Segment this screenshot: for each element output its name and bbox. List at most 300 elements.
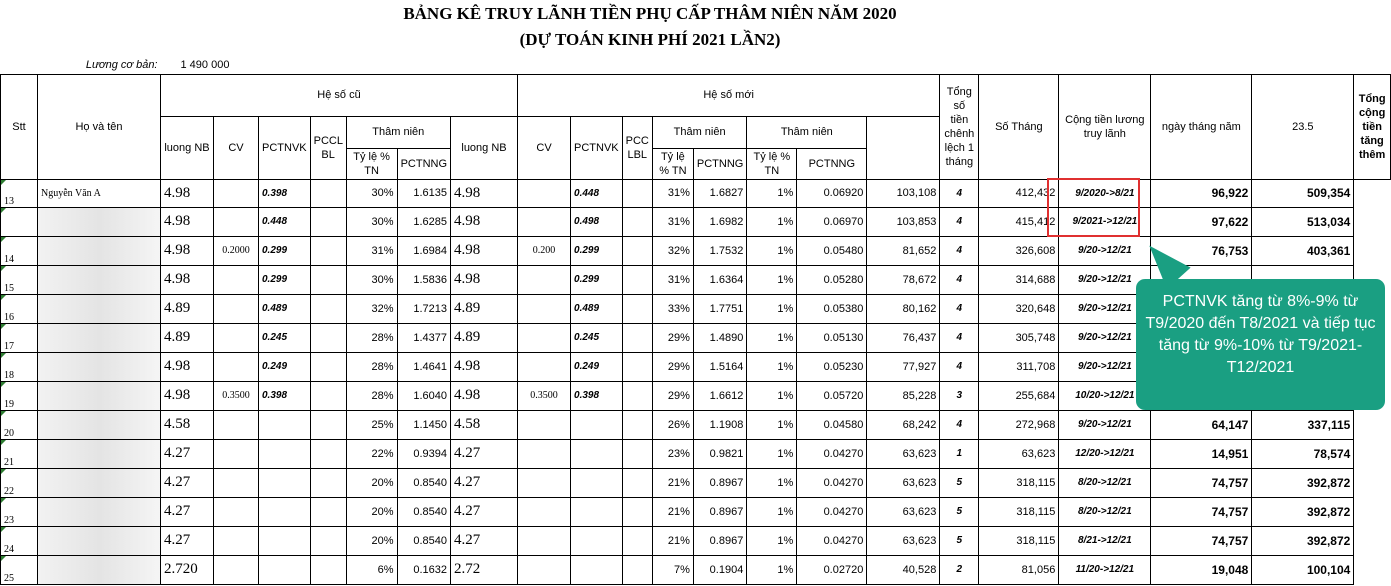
header-tham-nien-old: Thâm niên — [346, 116, 450, 148]
header-pctnvk-new: PCTNVK — [571, 116, 623, 179]
cell-tl2: 29% — [652, 323, 693, 352]
cell-m: 4 — [940, 294, 979, 323]
cell-pctnvk — [259, 497, 311, 526]
header-pctnng-new: PCTNNG — [693, 148, 746, 179]
cell-lnb2: 4.98 — [451, 207, 518, 236]
cell-diff: 80,162 — [867, 294, 940, 323]
cell-pctnng: 0.1632 — [397, 555, 450, 584]
cell-tl: 28% — [346, 381, 397, 410]
cell-pctnng: 1.4641 — [397, 352, 450, 381]
cell-pctnng3: 0.04270 — [797, 468, 867, 497]
cell-pctnvk — [259, 410, 311, 439]
cell-pctnng3: 0.05720 — [797, 381, 867, 410]
cell-v235: 96,922 — [1151, 179, 1252, 207]
cell-name — [38, 555, 161, 584]
cell-name — [38, 294, 161, 323]
cell-lnb: 4.98 — [161, 381, 214, 410]
cell-tl3: 1% — [747, 526, 797, 555]
cell-empty — [622, 381, 652, 410]
cell-pctnvk — [259, 468, 311, 497]
cell-pctnng2: 0.1904 — [693, 555, 746, 584]
cell-lnb: 4.98 — [161, 265, 214, 294]
cell-name — [38, 468, 161, 497]
cell-cv2 — [518, 468, 571, 497]
header-months: Số Tháng — [979, 74, 1059, 179]
cell-pctnvk2: 0.448 — [571, 179, 623, 207]
header-date: ngày tháng năm — [1151, 74, 1252, 179]
header-luong-nb-new: luong NB — [451, 116, 518, 179]
cell-diff: 40,528 — [867, 555, 940, 584]
cell-pctnng: 1.5836 — [397, 265, 450, 294]
cell-lnb: 2.720 — [161, 555, 214, 584]
cell-tl: 30% — [346, 265, 397, 294]
cell-tl: 30% — [346, 179, 397, 207]
cell-tl2: 31% — [652, 179, 693, 207]
cell-stt: 17 — [1, 323, 38, 352]
cell-lnb: 4.98 — [161, 352, 214, 381]
cell-pctnng3: 0.02720 — [797, 555, 867, 584]
cell-lnb: 4.27 — [161, 468, 214, 497]
cell-empty — [310, 265, 346, 294]
cell-v235: 14,951 — [1151, 439, 1252, 468]
cell-diff: 76,437 — [867, 323, 940, 352]
cell-empty — [622, 207, 652, 236]
cell-date: 9/20->12/21 — [1059, 323, 1151, 352]
cell-back: 272,968 — [979, 410, 1059, 439]
cell-back: 318,115 — [979, 468, 1059, 497]
highlight-box — [1047, 178, 1140, 237]
cell-pctnvk2 — [571, 497, 623, 526]
cell-pctnng2: 0.9821 — [693, 439, 746, 468]
cell-tl: 25% — [346, 410, 397, 439]
cell-back: 63,623 — [979, 439, 1059, 468]
cell-tl3: 1% — [747, 323, 797, 352]
cell-back: 415,412 — [979, 207, 1059, 236]
cell-v235: 76,753 — [1151, 236, 1252, 265]
cell-back: 326,608 — [979, 236, 1059, 265]
header-luong-nb-old: luong NB — [161, 116, 214, 179]
cell-date: 9/2021->12/21 — [1059, 207, 1151, 236]
cell-lnb2: 2.72 — [451, 555, 518, 584]
header-ty-le-diff: Tỷ lệ % TN — [747, 148, 797, 179]
header-tham-nien-diff: Thâm niên — [747, 116, 867, 148]
cell-tl2: 21% — [652, 468, 693, 497]
cell-lnb2: 4.89 — [451, 323, 518, 352]
cell-cv2 — [518, 497, 571, 526]
cell-pctnvk2: 0.249 — [571, 352, 623, 381]
cell-tl2: 33% — [652, 294, 693, 323]
cell-pctnng2: 0.8967 — [693, 497, 746, 526]
cell-pctnvk2 — [571, 410, 623, 439]
header-cv-old: CV — [214, 116, 259, 179]
cell-diff: 63,623 — [867, 439, 940, 468]
cell-stt: 13 — [1, 179, 38, 207]
cell-lnb2: 4.27 — [451, 468, 518, 497]
cell-pctnvk: 0.299 — [259, 265, 311, 294]
cell-empty — [622, 323, 652, 352]
cell-pctnng: 1.6135 — [397, 179, 450, 207]
cell-pctnng3: 0.05280 — [797, 265, 867, 294]
cell-tl3: 1% — [747, 207, 797, 236]
cell-empty — [310, 410, 346, 439]
cell-diff: 103,853 — [867, 207, 940, 236]
cell-lnb: 4.89 — [161, 323, 214, 352]
cell-tl2: 26% — [652, 410, 693, 439]
cell-back: 255,684 — [979, 381, 1059, 410]
cell-pctnvk — [259, 555, 311, 584]
title-line-2: (DỰ TOÁN KINH PHÍ 2021 LẦN2) — [519, 30, 781, 49]
cell-pctnng2: 0.8967 — [693, 526, 746, 555]
cell-pctnng3: 0.04580 — [797, 410, 867, 439]
cell-tl3: 1% — [747, 555, 797, 584]
cell-cv2 — [518, 265, 571, 294]
cell-m: 4 — [940, 207, 979, 236]
cell-date: 11/20->12/21 — [1059, 555, 1151, 584]
cell-diff: 103,108 — [867, 179, 940, 207]
cell-empty — [310, 207, 346, 236]
cell-name — [38, 265, 161, 294]
cell-lnb: 4.58 — [161, 410, 214, 439]
cell-pctnvk: 0.398 — [259, 179, 311, 207]
cell-cv2: 0.200 — [518, 236, 571, 265]
table-row — [1, 207, 1391, 236]
cell-pctnng3: 0.04270 — [797, 526, 867, 555]
cell-pctnvk2 — [571, 526, 623, 555]
cell-tot: 403,361 — [1252, 236, 1354, 265]
cell-cv — [214, 207, 259, 236]
cell-stt: 23 — [1, 497, 38, 526]
cell-pctnng3: 0.05230 — [797, 352, 867, 381]
cell-lnb2: 4.89 — [451, 294, 518, 323]
cell-empty — [622, 352, 652, 381]
cell-tl3: 1% — [747, 497, 797, 526]
cell-lnb2: 4.98 — [451, 381, 518, 410]
cell-name — [38, 526, 161, 555]
cell-tot: 337,115 — [1252, 410, 1354, 439]
table-row — [1, 439, 1391, 468]
cell-cv — [214, 265, 259, 294]
header-pcclbl-new: PCC LBL — [622, 116, 652, 179]
cell-tl3: 1% — [747, 294, 797, 323]
cell-cv — [214, 410, 259, 439]
cell-cv2 — [518, 323, 571, 352]
cell-v235: 74,757 — [1151, 497, 1252, 526]
cell-cv: 0.2000 — [214, 236, 259, 265]
cell-cv — [214, 179, 259, 207]
title-line-1: BẢNG KÊ TRUY LÃNH TIỀN PHỤ CẤP THÂM NIÊN NĂM 2020 — [403, 4, 897, 23]
cell-diff: 63,623 — [867, 497, 940, 526]
cell-empty — [622, 410, 652, 439]
cell-empty — [622, 294, 652, 323]
cell-cv — [214, 323, 259, 352]
cell-pctnng3: 0.06970 — [797, 207, 867, 236]
cell-pctnng: 1.7213 — [397, 294, 450, 323]
cell-m: 5 — [940, 526, 979, 555]
cell-pctnvk2: 0.398 — [571, 381, 623, 410]
cell-cv2 — [518, 294, 571, 323]
cell-back: 412,432 — [979, 179, 1059, 207]
cell-back: 318,115 — [979, 526, 1059, 555]
cell-tl3: 1% — [747, 179, 797, 207]
cell-pctnng2: 1.5164 — [693, 352, 746, 381]
cell-stt: 20 — [1, 410, 38, 439]
header-old-group: Hệ số cũ — [161, 74, 518, 116]
cell-date: 10/20->12/21 — [1059, 381, 1151, 410]
cell-cv2 — [518, 179, 571, 207]
cell-name — [38, 323, 161, 352]
cell-back: 318,115 — [979, 497, 1059, 526]
cell-name — [38, 207, 161, 236]
cell-cv: 0.3500 — [214, 381, 259, 410]
cell-tl2: 29% — [652, 381, 693, 410]
cell-lnb2: 4.27 — [451, 497, 518, 526]
cell-tot: 100,104 — [1252, 555, 1354, 584]
header-tham-nien-new: Thâm niên — [652, 116, 746, 148]
cell-date: 9/20->12/21 — [1059, 265, 1151, 294]
cell-tl2: 21% — [652, 497, 693, 526]
cell-pctnng2: 1.6827 — [693, 179, 746, 207]
cell-diff: 78,672 — [867, 265, 940, 294]
cell-lnb: 4.27 — [161, 497, 214, 526]
cell-pctnng2: 1.6364 — [693, 265, 746, 294]
cell-lnb2: 4.98 — [451, 265, 518, 294]
cell-lnb: 4.98 — [161, 179, 214, 207]
cell-cv — [214, 468, 259, 497]
cell-name — [38, 439, 161, 468]
header-cv-new: CV — [518, 116, 571, 179]
header-ty-le-old: Tỷ lệ % TN — [346, 148, 397, 179]
cell-pctnvk: 0.448 — [259, 207, 311, 236]
cell-pctnvk2 — [571, 555, 623, 584]
cell-tl3: 1% — [747, 381, 797, 410]
cell-pctnvk: 0.398 — [259, 381, 311, 410]
cell-stt: 15 — [1, 265, 38, 294]
cell-date: 9/20->12/21 — [1059, 352, 1151, 381]
cell-pctnvk: 0.245 — [259, 323, 311, 352]
cell-tl2: 29% — [652, 352, 693, 381]
cell-pctnvk: 0.489 — [259, 294, 311, 323]
cell-lnb2: 4.58 — [451, 410, 518, 439]
cell-date: 9/2020->8/21 — [1059, 179, 1151, 207]
header-total-increase: Tổng cộng tiền tăng thêm — [1354, 74, 1391, 179]
cell-name — [38, 381, 161, 410]
cell-pctnvk: 0.299 — [259, 236, 311, 265]
cell-pctnng: 0.9394 — [397, 439, 450, 468]
cell-stt: 16 — [1, 294, 38, 323]
cell-stt — [1, 207, 38, 236]
cell-stt: 24 — [1, 526, 38, 555]
cell-pctnng: 1.4377 — [397, 323, 450, 352]
cell-stt: 19 — [1, 381, 38, 410]
cell-pctnvk2: 0.245 — [571, 323, 623, 352]
table-row — [1, 497, 1391, 526]
cell-stt: 25 — [1, 555, 38, 584]
cell-m: 4 — [940, 352, 979, 381]
cell-m: 4 — [940, 236, 979, 265]
cell-empty — [622, 179, 652, 207]
cell-pctnng2: 1.7532 — [693, 236, 746, 265]
cell-tot: 78,574 — [1252, 439, 1354, 468]
cell-back: 311,708 — [979, 352, 1059, 381]
table-row — [1, 526, 1391, 555]
header-pctnng-old: PCTNNG — [397, 148, 450, 179]
cell-stt: 14 — [1, 236, 38, 265]
cell-v235: 19,048 — [1151, 555, 1252, 584]
cell-lnb: 4.98 — [161, 207, 214, 236]
basic-salary-label: Lương cơ bản: — [85, 58, 158, 71]
basic-salary-value: 1 490 000 — [180, 58, 230, 71]
cell-tot: 513,034 — [1252, 207, 1354, 236]
cell-pctnvk — [259, 439, 311, 468]
cell-name — [38, 410, 161, 439]
cell-pctnvk2: 0.299 — [571, 265, 623, 294]
cell-tl: 31% — [346, 236, 397, 265]
cell-tl3: 1% — [747, 352, 797, 381]
cell-cv — [214, 497, 259, 526]
cell-empty — [310, 381, 346, 410]
cell-stt: 21 — [1, 439, 38, 468]
cell-date: 9/20->12/21 — [1059, 294, 1151, 323]
cell-pctnvk2: 0.498 — [571, 207, 623, 236]
cell-lnb: 4.27 — [161, 526, 214, 555]
cell-pctnng: 1.6040 — [397, 381, 450, 410]
cell-v235: 97,622 — [1151, 207, 1252, 236]
cell-cv — [214, 352, 259, 381]
callout-note: PCTNVK tăng từ 8%-9% từ T9/2020 đến T8/2021 và tiếp tục tăng từ 9%-10% từ T9/2021-T12/2021 — [1136, 279, 1385, 410]
cell-name: Nguyễn Văn A — [38, 179, 161, 207]
cell-cv2 — [518, 207, 571, 236]
cell-tl: 32% — [346, 294, 397, 323]
cell-back: 314,688 — [979, 265, 1059, 294]
cell-date: 12/20->12/21 — [1059, 439, 1151, 468]
cell-empty — [622, 497, 652, 526]
table-row — [1, 555, 1391, 584]
cell-tl: 20% — [346, 497, 397, 526]
cell-diff: 85,228 — [867, 381, 940, 410]
cell-stt: 22 — [1, 468, 38, 497]
cell-cv2 — [518, 352, 571, 381]
cell-empty — [622, 468, 652, 497]
table-row — [1, 179, 1391, 207]
cell-tl: 30% — [346, 207, 397, 236]
header-stt: Stt — [1, 74, 38, 179]
cell-pctnng2: 0.8967 — [693, 468, 746, 497]
cell-pctnng3: 0.05130 — [797, 323, 867, 352]
cell-date: 9/20->12/21 — [1059, 236, 1151, 265]
cell-v235: 74,757 — [1151, 468, 1252, 497]
cell-pctnng2: 1.6612 — [693, 381, 746, 410]
cell-pctnng3: 0.05380 — [797, 294, 867, 323]
cell-lnb2: 4.98 — [451, 352, 518, 381]
cell-name — [38, 497, 161, 526]
cell-pctnng: 1.1450 — [397, 410, 450, 439]
cell-empty — [622, 526, 652, 555]
cell-cv2 — [518, 526, 571, 555]
cell-tl3: 1% — [747, 468, 797, 497]
cell-tl3: 1% — [747, 410, 797, 439]
cell-cv — [214, 526, 259, 555]
cell-pctnvk2: 0.489 — [571, 294, 623, 323]
cell-empty — [622, 555, 652, 584]
cell-tl2: 32% — [652, 236, 693, 265]
cell-tl3: 1% — [747, 439, 797, 468]
cell-date: 9/20->12/21 — [1059, 410, 1151, 439]
cell-pctnng3: 0.04270 — [797, 497, 867, 526]
cell-v235: 64,147 — [1151, 410, 1252, 439]
cell-m: 4 — [940, 265, 979, 294]
cell-pctnvk2 — [571, 439, 623, 468]
cell-tl2: 31% — [652, 207, 693, 236]
cell-pctnng3: 0.05480 — [797, 236, 867, 265]
cell-name — [38, 236, 161, 265]
cell-empty — [622, 236, 652, 265]
cell-stt: 18 — [1, 352, 38, 381]
cell-diff: 63,623 — [867, 526, 940, 555]
header-salary-back: Cộng tiền lương truy lãnh — [1059, 74, 1151, 179]
cell-cv2 — [518, 410, 571, 439]
header-new-group: Hệ số mới — [518, 74, 940, 116]
cell-cv — [214, 294, 259, 323]
cell-pctnvk — [259, 526, 311, 555]
cell-tot: 509,354 — [1252, 179, 1354, 207]
cell-lnb: 4.27 — [161, 439, 214, 468]
cell-lnb: 4.98 — [161, 236, 214, 265]
header-total-diff: Tổng số tiền chênh lệch 1 tháng — [940, 74, 979, 179]
cell-pctnng: 0.8540 — [397, 526, 450, 555]
header-ty-le-new: Tỷ lệ % TN — [652, 148, 693, 179]
cell-pctnng2: 1.4890 — [693, 323, 746, 352]
cell-pctnng: 0.8540 — [397, 497, 450, 526]
cell-empty — [310, 352, 346, 381]
cell-cv2: 0.3500 — [518, 381, 571, 410]
cell-m: 5 — [940, 468, 979, 497]
cell-tl2: 7% — [652, 555, 693, 584]
cell-empty — [310, 179, 346, 207]
cell-pctnvk2: 0.299 — [571, 236, 623, 265]
cell-name — [38, 352, 161, 381]
cell-pctnvk: 0.249 — [259, 352, 311, 381]
cell-empty — [310, 439, 346, 468]
cell-m: 5 — [940, 497, 979, 526]
cell-m: 2 — [940, 555, 979, 584]
table-row — [1, 410, 1391, 439]
cell-tot: 392,872 — [1252, 526, 1354, 555]
cell-empty — [310, 468, 346, 497]
cell-back: 81,056 — [979, 555, 1059, 584]
header-pctnng-diff: PCTNNG — [797, 148, 867, 179]
cell-m: 3 — [940, 381, 979, 410]
cell-empty — [622, 265, 652, 294]
cell-tl2: 31% — [652, 265, 693, 294]
cell-tl2: 23% — [652, 439, 693, 468]
cell-pctnvk2 — [571, 468, 623, 497]
cell-tot: 392,872 — [1252, 497, 1354, 526]
cell-tl: 6% — [346, 555, 397, 584]
cell-tot: 392,872 — [1252, 468, 1354, 497]
cell-lnb2: 4.27 — [451, 526, 518, 555]
cell-empty — [310, 236, 346, 265]
cell-lnb2: 4.98 — [451, 236, 518, 265]
cell-empty — [310, 323, 346, 352]
cell-tl3: 1% — [747, 236, 797, 265]
header-235: 23.5 — [1252, 74, 1354, 179]
header-name: Họ và tên — [38, 74, 161, 179]
cell-tl: 28% — [346, 323, 397, 352]
cell-diff: 68,242 — [867, 410, 940, 439]
cell-m: 4 — [940, 323, 979, 352]
cell-lnb2: 4.27 — [451, 439, 518, 468]
cell-date: 8/20->12/21 — [1059, 468, 1151, 497]
